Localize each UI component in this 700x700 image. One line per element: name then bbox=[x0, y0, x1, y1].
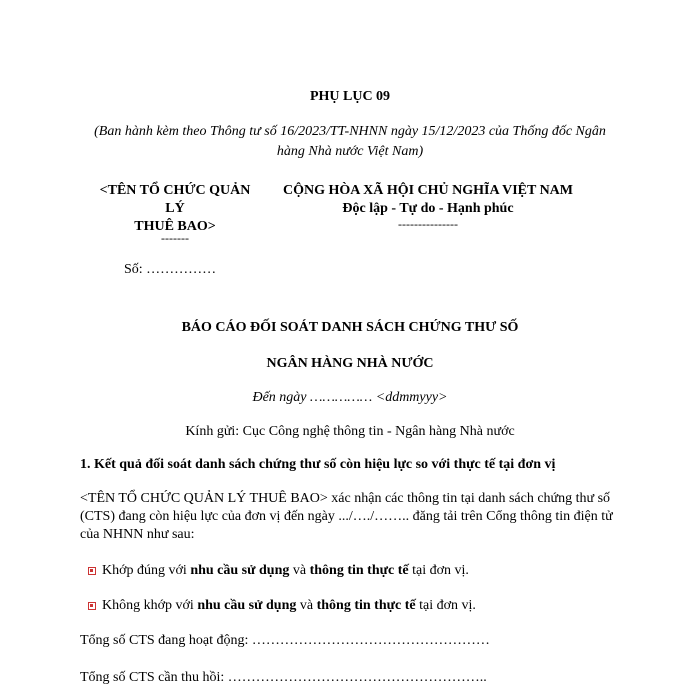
nation-motto: Độc lập - Tự do - Hạnh phúc bbox=[342, 201, 514, 216]
mismatch-text bbox=[102, 598, 476, 614]
document-number: Số: …………… bbox=[124, 262, 217, 277]
org-name-block bbox=[90, 182, 260, 236]
org-divider: ------- bbox=[161, 231, 189, 245]
report-title-line-1: BÁO CÁO ĐỐI SOÁT DANH SÁCH CHỨNG THƯ SỐ bbox=[181, 320, 519, 335]
issued-note: (Ban hành kèm theo Thông tư số 16/2023/TT-NHNN ngày 15/12/2023 của Thống đốc Ngân hàng Nhà nước Việt Nam) bbox=[94, 124, 606, 159]
report-date: Đến ngày …………… <ddmmyyy> bbox=[252, 390, 448, 405]
checkbox-icon[interactable] bbox=[88, 602, 96, 610]
section-1-heading: 1. Kết quả đối soát danh sách chứng thư số còn hiệu lực so với thực tế tại đơn vị bbox=[80, 457, 556, 472]
national-motto-block bbox=[278, 182, 578, 218]
nation-name: CỘNG HÒA XÃ HỘI CHỦ NGHĨA VIỆT NAM bbox=[282, 183, 573, 198]
match-text-and: và bbox=[289, 563, 310, 578]
mismatch-text-and: và bbox=[296, 598, 317, 613]
checkbox-icon[interactable] bbox=[88, 567, 96, 575]
mismatch-text-pre: Không khớp với bbox=[102, 598, 198, 613]
nation-divider: --------------- bbox=[398, 217, 458, 231]
stat-active-certs: Tổng số CTS đang hoạt động: …………………………………………… bbox=[80, 633, 490, 648]
match-text-need: nhu cầu sử dụng bbox=[190, 563, 290, 578]
mismatch-text-post: tại đơn vị. bbox=[415, 598, 476, 613]
org-name-line-3: THUÊ BAO> bbox=[134, 219, 216, 234]
report-title-line-2: NGÂN HÀNG NHÀ NƯỚC bbox=[266, 356, 434, 371]
appendix-title: PHỤ LỤC 09 bbox=[309, 89, 391, 104]
org-name-line-1: <TÊN TỔ CHỨC QUẢN bbox=[99, 183, 251, 198]
match-text bbox=[102, 563, 469, 579]
stat-revoke-certs: Tổng số CTS cần thu hồi: ……………………………………………….. bbox=[80, 670, 487, 685]
confirmation-paragraph: <TÊN TỔ CHỨC QUẢN LÝ THUÊ BAO> xác nhận các thông tin tại danh sách chứng thư số (CTS) đang còn hiệu lực của đơn vị đến ngày .../…./…….. đăng tải trên Cổng thông tin điện tử của NHNN như sau: bbox=[80, 491, 613, 542]
match-text-actual: thông tin thực tế bbox=[309, 563, 409, 578]
checkbox-row-mismatch[interactable] bbox=[88, 598, 476, 614]
org-name-line-2: LÝ bbox=[165, 201, 185, 216]
mismatch-text-need: nhu cầu sử dụng bbox=[197, 598, 297, 613]
match-text-pre: Khớp đúng với bbox=[102, 563, 191, 578]
mismatch-text-actual: thông tin thực tế bbox=[316, 598, 416, 613]
match-text-post: tại đơn vị. bbox=[408, 563, 469, 578]
recipient-line: Kính gửi: Cục Công nghệ thông tin - Ngân hàng Nhà nước bbox=[185, 424, 515, 439]
checkbox-row-match[interactable] bbox=[88, 563, 469, 579]
